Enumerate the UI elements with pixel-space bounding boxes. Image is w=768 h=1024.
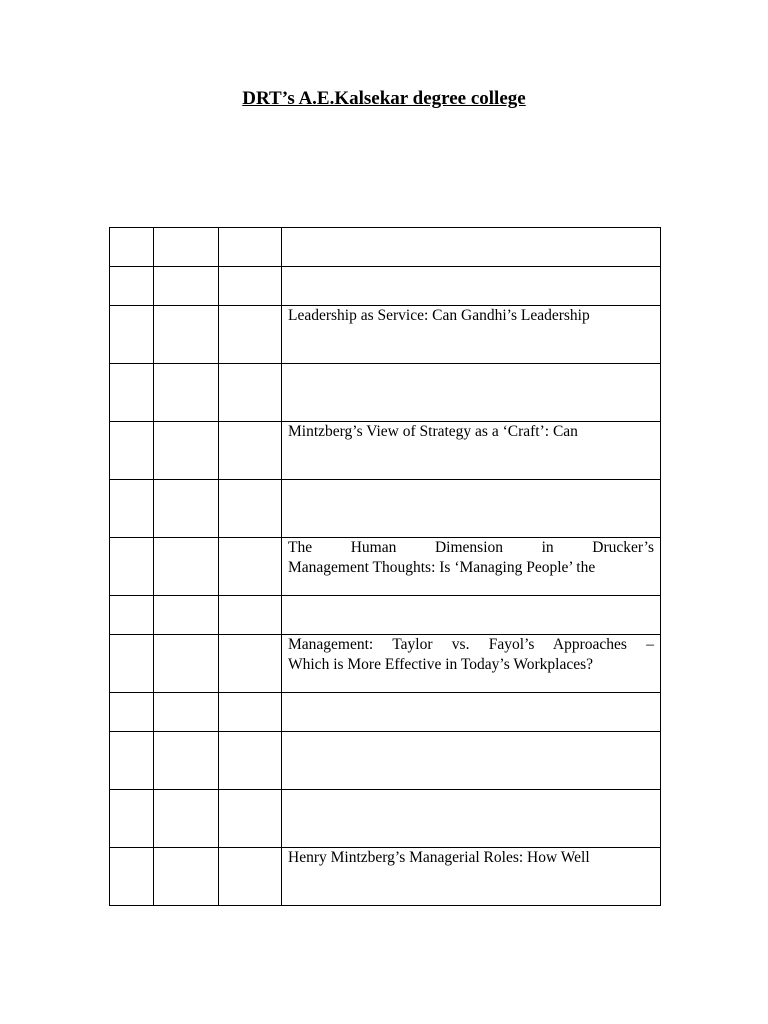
table-cell: [154, 635, 219, 693]
table-row: [110, 267, 661, 306]
topic-cell: [282, 693, 661, 732]
topic-line: Which is More Effective in Today’s Workplaces?: [288, 656, 593, 673]
table-cell: [110, 635, 154, 693]
table-cell: [110, 267, 154, 306]
table-cell: [219, 364, 282, 422]
table-cell: [154, 693, 219, 732]
table-cell: [110, 364, 154, 422]
table-row: [110, 848, 661, 906]
table-cell: [110, 732, 154, 790]
table-cell: [219, 790, 282, 848]
table-cell: [219, 538, 282, 596]
table-cell: [154, 228, 219, 267]
table-cell: [219, 635, 282, 693]
topic-line: The Human Dimension in Drucker’s: [288, 539, 654, 556]
topic-cell: [282, 480, 661, 538]
table-cell: [110, 848, 154, 906]
table-row: [110, 635, 661, 693]
topic-line: Management Thoughts: Is ‘Managing People’ the: [288, 559, 596, 576]
table-cell: [219, 596, 282, 635]
table-cell: [154, 596, 219, 635]
table-cell: [110, 422, 154, 480]
table-row: [110, 538, 661, 596]
table-row: [110, 790, 661, 848]
table-row: [110, 596, 661, 635]
table-row: [110, 732, 661, 790]
table-cell: [219, 306, 282, 364]
topic-line: Management: Taylor vs. Fayol’s Approaches –: [288, 636, 654, 653]
table-cell: [219, 480, 282, 538]
table-row: [110, 693, 661, 732]
table-cell: [219, 267, 282, 306]
table-cell: [154, 732, 219, 790]
document-title: DRT’s A.E.Kalsekar degree college: [242, 88, 526, 109]
table-cell: [219, 693, 282, 732]
topics-table: [109, 227, 661, 906]
topic-cell: Mintzberg’s View of Strategy as a ‘Craft’: Can: [282, 422, 661, 480]
table-cell: [110, 693, 154, 732]
table-row: [110, 364, 661, 422]
table-cell: [219, 732, 282, 790]
table-cell: [154, 848, 219, 906]
topic-cell: [282, 790, 661, 848]
table-cell: [219, 422, 282, 480]
topic-cell: [282, 596, 661, 635]
table-row: [110, 306, 661, 364]
table-cell: [110, 596, 154, 635]
table-cell: [154, 422, 219, 480]
table-cell: [110, 538, 154, 596]
topic-cell: [282, 732, 661, 790]
topic-cell: Leadership as Service: Can Gandhi’s Leadership: [282, 306, 661, 364]
table-cell: [154, 306, 219, 364]
topic-cell: [282, 364, 661, 422]
table-cell: [219, 848, 282, 906]
table-cell: [110, 228, 154, 267]
table-cell: [154, 790, 219, 848]
table-cell: [110, 306, 154, 364]
table-cell: [219, 228, 282, 267]
table-cell: [110, 790, 154, 848]
table-cell: [110, 480, 154, 538]
table-row: [110, 228, 661, 267]
topic-cell: [282, 228, 661, 267]
topic-cell: Henry Mintzberg’s Managerial Roles: How Well: [282, 848, 661, 906]
topic-cell: [282, 538, 661, 596]
topic-cell: [282, 635, 661, 693]
table-row: [110, 422, 661, 480]
table-cell: [154, 364, 219, 422]
table-cell: [154, 267, 219, 306]
topic-cell: [282, 267, 661, 306]
table-cell: [154, 480, 219, 538]
table-row: [110, 480, 661, 538]
table-cell: [154, 538, 219, 596]
